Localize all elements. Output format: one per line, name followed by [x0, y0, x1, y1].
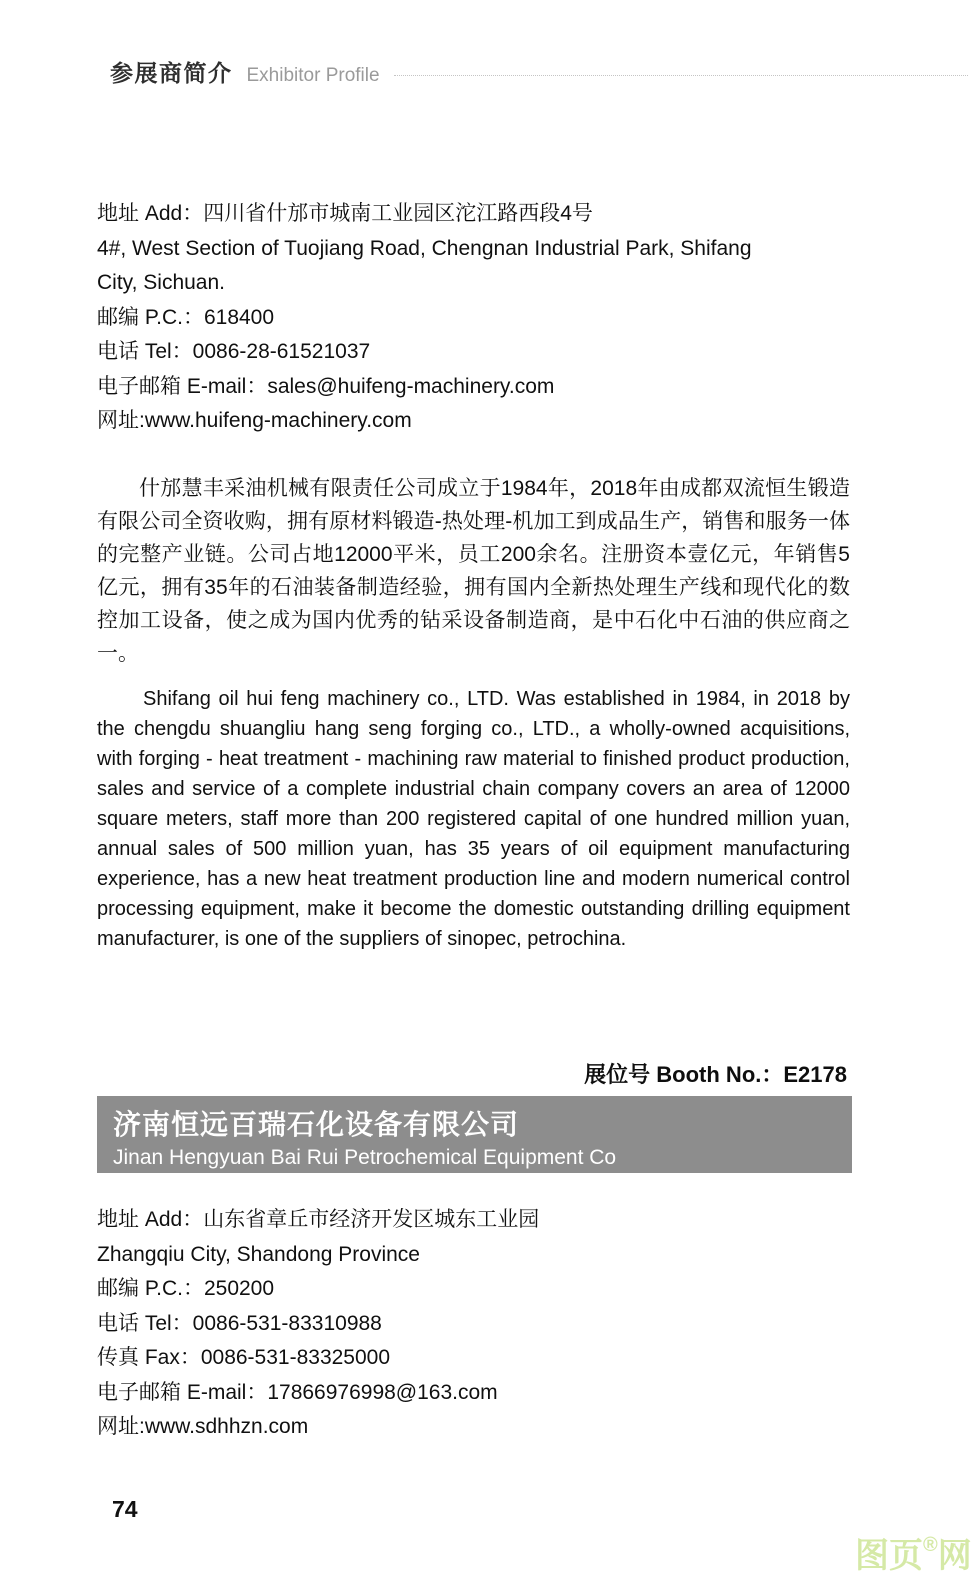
contact-line-email: 电子邮箱 E-mail：sales@huifeng-machinery.com: [97, 374, 555, 398]
company-name-en: Jinan Hengyuan Bai Rui Petrochemical Equipment Co: [113, 1146, 617, 1169]
contact-line-fax: 传真 Fax：0086-531-83325000: [97, 1346, 391, 1369]
contact-line-address-en: Zhangqiu City, Shandong Province: [97, 1242, 420, 1266]
page-header-title-zh: 参展商简介: [110, 60, 233, 86]
huifeng-contact-block: [97, 197, 853, 439]
company-banner: [97, 1096, 852, 1173]
huifeng-profile-paragraph-en: Shifang oil hui feng machinery co., LTD. Was established in 1984, in 2018 by the chengdu shuangliu hang seng forging co., LTD., a wholly-owned acquisitions, with forging - heat treatment - machining raw material to finished product production, sales and service of a complete industrial chain company covers an area of 12000 square meters, staff more than 200 registered capital of one hundred million yuan, annual sales of 500 million yuan, has 35 years of oil equipment manufacturing experience, has a new heat treatment production line and modern numerical control processing equipment, make it become the domestic outstanding drilling equipment manufacturer, is one of the suppliers of sinopec, petrochina.: [97, 688, 850, 950]
contact-line-website: 网址:www.huifeng-machinery.com: [97, 409, 412, 432]
registered-trademark-icon: ®: [923, 1534, 938, 1556]
watermark-logo: [855, 1534, 972, 1575]
contact-line-postcode: 邮编 P.C.：250200: [97, 1277, 275, 1300]
contact-line-address-zh: 地址 Add：四川省什邡市城南工业园区沱江路西段4号: [97, 202, 593, 225]
contact-line-email: 电子邮箱 E-mail：17866976998@163.com: [97, 1380, 498, 1404]
contact-line-website: 网址:www.sdhhzn.com: [97, 1415, 309, 1438]
page-header: [110, 55, 968, 88]
contact-line-address-en-2: City, Sichuan.: [97, 271, 225, 294]
contact-line-address-zh: 地址 Add：山东省章丘市经济开发区城东工业园: [97, 1208, 540, 1231]
contact-line-address-en-1: 4#, West Section of Tuojiang Road, Chengnan Industrial Park, Shifang: [97, 236, 752, 260]
booth-number-line: [97, 1058, 847, 1089]
contact-line-telephone: 电话 Tel：0086-531-83310988: [97, 1311, 382, 1335]
hengyuan-contact-block: [97, 1203, 853, 1445]
watermark-text-left: 图页: [855, 1537, 923, 1575]
header-dotted-rule: [394, 75, 968, 76]
booth-number-label: 展位号 Booth No.：: [584, 1062, 784, 1087]
company-name-zh: 济南恒远百瑞石化设备有限公司: [113, 1109, 520, 1140]
watermark-text-right: 网: [937, 1537, 972, 1575]
page-number: 74: [112, 1496, 138, 1522]
huifeng-profile-paragraph-zh: 什邡慧丰采油机械有限责任公司成立于1984年，2018年由成都双流恒生锻造有限公司全资收购，拥有原材料锻造-热处理-机加工到成品生产，销售和服务一体的完整产业链。公司占地12000平米，员工200余名。注册资本壹亿元，年销售5亿元，拥有35年的石油装备制造经验，拥有国内全新热处理生产线和现代化的数控加工设备，使之成为国内优秀的钻采设备制造商，是中石化中石油的供应商之一。: [97, 477, 850, 665]
contact-line-postcode: 邮编 P.C.：618400: [97, 305, 275, 329]
booth-number-value: E2178: [783, 1062, 847, 1087]
page-header-title-en: Exhibitor Profile: [246, 65, 380, 86]
contact-line-telephone: 电话 Tel：0086-28-61521037: [97, 340, 371, 363]
